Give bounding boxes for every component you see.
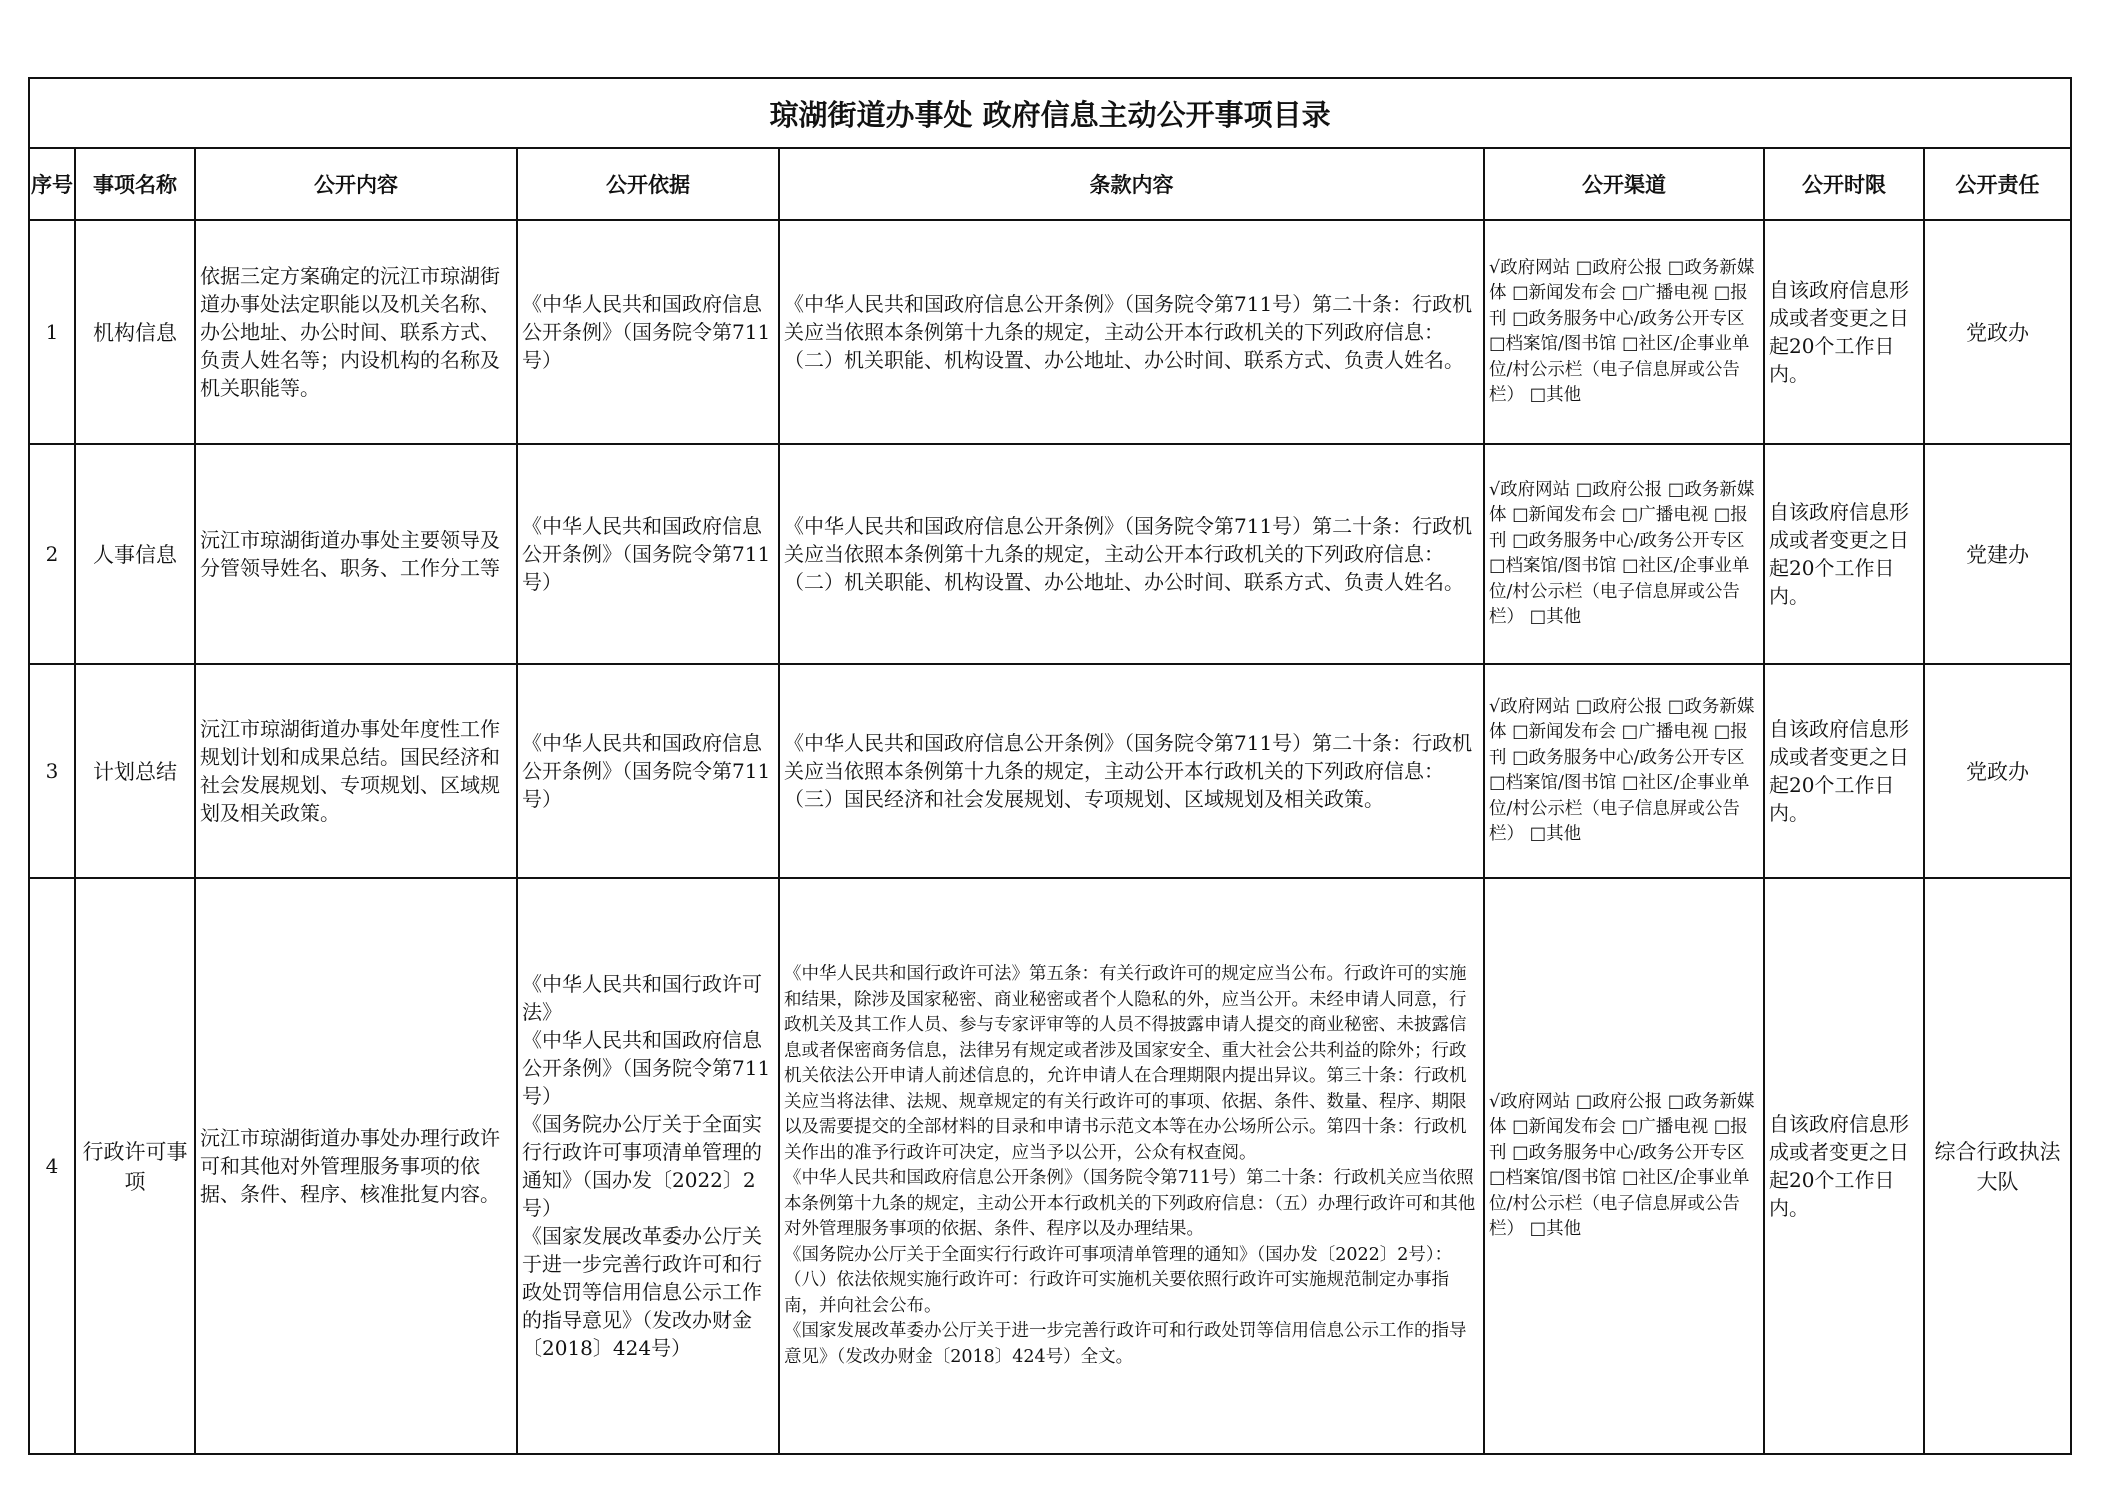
page-title: 琼湖街道办事处 政府信息主动公开事项目录 [29, 78, 2071, 148]
row-clause: 《中华人民共和国政府信息公开条例》（国务院令第711号）第二十条：行政机关应当依照本条例第十九条的规定，主动公开本行政机关的下列政府信息：（二）机关职能、机构设置、办公地址、办公时间、联系方式、负责人姓名。 [779, 444, 1484, 664]
row-channel: √政府网站 □政府公报 □政务新媒体 □新闻发布会 □广播电视 □报刊 □政务服务中心/政务公开专区 □档案馆/图书馆 □社区/企事业单位/村公示栏（电子信息屏或公告栏） □其他 [1484, 444, 1764, 664]
basis-line: 《中华人民共和国政府信息公开条例》（国务院令第711号） [522, 1028, 771, 1108]
row-content: 依据三定方案确定的沅江市琼湖街道办事处法定职能以及机关名称、办公地址、办公时间、联系方式、负责人姓名等；内设机构的名称及机关职能等。 [195, 220, 517, 444]
basis-line: 《中华人民共和国行政许可法》 [522, 972, 762, 1024]
row-content: 沅江市琼湖街道办事处办理行政许可和其他对外管理服务事项的依据、条件、程序、核准批复内容。 [195, 878, 517, 1454]
row-seq: 3 [29, 664, 75, 878]
clause-paragraph: 《中华人民共和国行政许可法》第五条：有关行政许可的规定应当公布。行政许可的实施和结果，除涉及国家秘密、商业秘密或者个人隐私的外，应当公开。未经申请人同意，行政机关及其工作人员、参与专家评审等的人员不得披露申请人提交的商业秘密、未披露信息或者保密商务信息，法律另有规定或者涉及国家安全、重大社会公共利益的除外；行政机关依法公开申请人前述信息的，允许申请人在合理期限内提出异议。第三十条：行政机关应当将法律、法规、规章规定的有关行政许可的事项、依据、条件、数量、程序、期限以及需要提交的全部材料的目录和申请书示范文本等在办公场所公示。第四十条：行政机关作出的准予行政许可决定，应当予以公开，公众有权查阅。 [784, 964, 1467, 1163]
row-channel: √政府网站 □政府公报 □政务新媒体 □新闻发布会 □广播电视 □报刊 □政务服务中心/政务公开专区 □档案馆/图书馆 □社区/企事业单位/村公示栏（电子信息屏或公告栏） □其他 [1484, 878, 1764, 1454]
catalog-sheet [28, 77, 2070, 1455]
row-name: 人事信息 [75, 444, 195, 664]
row-duty: 党政办 [1924, 220, 2071, 444]
basis-line: 《国家发展改革委办公厅关于进一步完善行政许可和行政处罚等信用信息公示工作的指导意见》（发改办财金〔2018〕424号） [522, 1224, 762, 1360]
basis-line: 《国务院办公厅关于全面实行行政许可事项清单管理的通知》（国办发〔2022〕2号） [522, 1112, 762, 1220]
table-row [29, 444, 2071, 664]
row-time: 自该政府信息形成或者变更之日起20个工作日内。 [1764, 878, 1924, 1454]
row-time: 自该政府信息形成或者变更之日起20个工作日内。 [1764, 220, 1924, 444]
row-time: 自该政府信息形成或者变更之日起20个工作日内。 [1764, 664, 1924, 878]
header-row [29, 148, 2071, 220]
header-seq: 序号 [29, 148, 75, 220]
row-duty: 党政办 [1924, 664, 2071, 878]
table-row [29, 220, 2071, 444]
row-clause [779, 878, 1484, 1454]
clause-paragraph: 《国家发展改革委办公厅关于进一步完善行政许可和行政处罚等信用信息公示工作的指导意见》（发改办财金〔2018〕424号）全文。 [784, 1321, 1467, 1367]
row-basis [517, 878, 779, 1454]
header-time: 公开时限 [1764, 148, 1924, 220]
header-duty: 公开责任 [1924, 148, 2071, 220]
row-basis: 《中华人民共和国政府信息公开条例》（国务院令第711号） [517, 220, 779, 444]
row-content: 沅江市琼湖街道办事处主要领导及分管领导姓名、职务、工作分工等 [195, 444, 517, 664]
row-name: 机构信息 [75, 220, 195, 444]
row-duty: 党建办 [1924, 444, 2071, 664]
row-time: 自该政府信息形成或者变更之日起20个工作日内。 [1764, 444, 1924, 664]
header-clause: 条款内容 [779, 148, 1484, 220]
row-seq: 4 [29, 878, 75, 1454]
row-name: 行政许可事项 [75, 878, 195, 1454]
row-channel: √政府网站 □政府公报 □政务新媒体 □新闻发布会 □广播电视 □报刊 □政务服务中心/政务公开专区 □档案馆/图书馆 □社区/企事业单位/村公示栏（电子信息屏或公告栏） □其他 [1484, 664, 1764, 878]
row-duty: 综合行政执法大队 [1924, 878, 2071, 1454]
row-basis: 《中华人民共和国政府信息公开条例》（国务院令第711号） [517, 664, 779, 878]
row-seq: 2 [29, 444, 75, 664]
clause-paragraph: 《中华人民共和国政府信息公开条例》（国务院令第711号）第二十条：行政机关应当依照本条例第十九条的规定，主动公开本行政机关的下列政府信息：（五）办理行政许可和其他对外管理服务事项的依据、条件、程序以及办理结果。 [784, 1168, 1476, 1239]
header-name: 事项名称 [75, 148, 195, 220]
table-row [29, 878, 2071, 1454]
row-clause: 《中华人民共和国政府信息公开条例》（国务院令第711号）第二十条：行政机关应当依照本条例第十九条的规定，主动公开本行政机关的下列政府信息：（三）国民经济和社会发展规划、专项规划、区域规划及相关政策。 [779, 664, 1484, 878]
row-name: 计划总结 [75, 664, 195, 878]
clause-paragraph: 《国务院办公厅关于全面实行行政许可事项清单管理的通知》（国办发〔2022〕2号）：（八）依法依规实施行政许可：行政许可实施机关要依照行政许可实施规范制定办事指南，并向社会公布。 [784, 1244, 1453, 1316]
table-row [29, 664, 2071, 878]
row-channel: √政府网站 □政府公报 □政务新媒体 □新闻发布会 □广播电视 □报刊 □政务服务中心/政务公开专区 □档案馆/图书馆 □社区/企事业单位/村公示栏（电子信息屏或公告栏） □其他 [1484, 220, 1764, 444]
row-clause: 《中华人民共和国政府信息公开条例》（国务院令第711号）第二十条：行政机关应当依照本条例第十九条的规定，主动公开本行政机关的下列政府信息：（二）机关职能、机构设置、办公地址、办公时间、联系方式、负责人姓名。 [779, 220, 1484, 444]
header-channel: 公开渠道 [1484, 148, 1764, 220]
catalog-table [28, 77, 2072, 1455]
header-content: 公开内容 [195, 148, 517, 220]
header-basis: 公开依据 [517, 148, 779, 220]
row-basis: 《中华人民共和国政府信息公开条例》（国务院令第711号） [517, 444, 779, 664]
row-seq: 1 [29, 220, 75, 444]
row-content: 沅江市琼湖街道办事处年度性工作规划计划和成果总结。国民经济和社会发展规划、专项规划、区域规划及相关政策。 [195, 664, 517, 878]
